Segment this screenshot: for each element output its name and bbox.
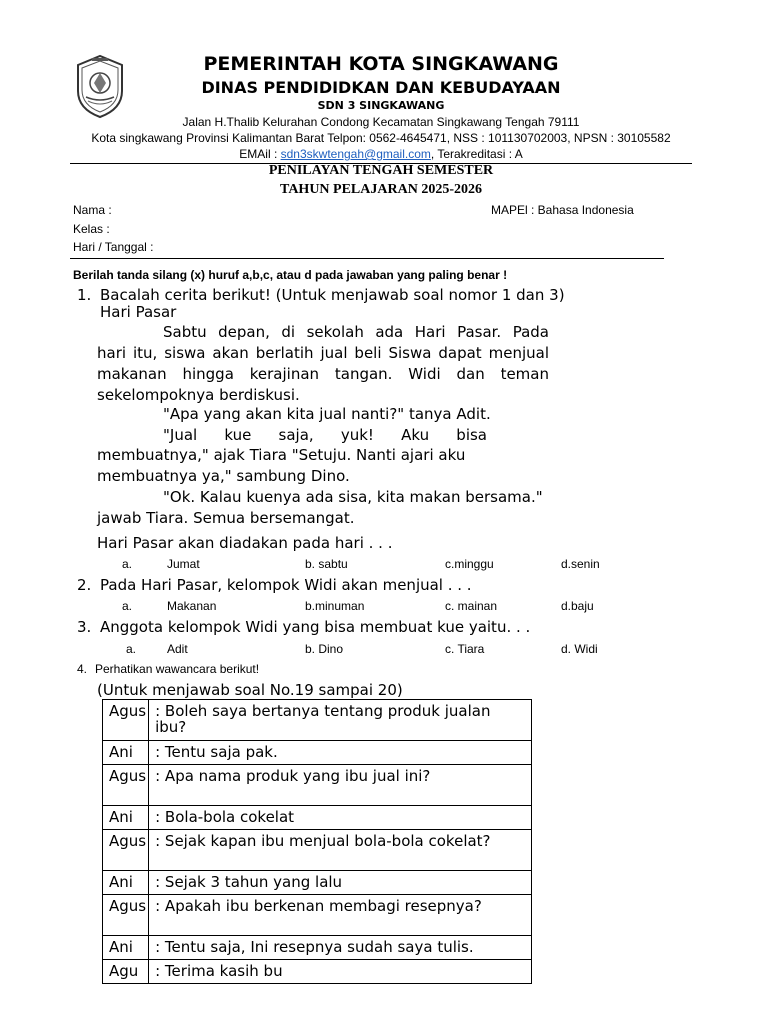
question-number-4: 4. [77, 662, 88, 676]
line-cell: : Tentu saja, Ini resepnya sudah saya tulis. [149, 936, 532, 960]
story-line: membuatnya ya," sambung Dino. [97, 467, 350, 485]
option-d: d.baju [561, 599, 594, 613]
class-field: Kelas : [73, 222, 110, 236]
option-c: c. Tiara [445, 642, 485, 656]
option-b: b. Dino [305, 642, 344, 656]
story-intro: Bacalah cerita berikut! (Untuk menjawab soal nomor 1 dan 3) [100, 286, 565, 304]
option-letter: a. [122, 599, 133, 613]
story-line: "Ok. Kalau kuenya ada sisa, kita makan bersama." [163, 488, 543, 506]
instruction: Berilah tanda silang (x) huruf a,b,c, atau d pada jawaban yang paling benar ! [73, 268, 508, 282]
line-cell: : Sejak 3 tahun yang lalu [149, 871, 532, 895]
speaker-cell: Agus [103, 765, 149, 806]
option-a: Adit [167, 642, 188, 656]
school-name: SDN 3 SINGKAWANG [317, 99, 445, 112]
option-c: c. mainan [445, 599, 498, 613]
question-number-3: 3. [77, 618, 92, 636]
option-letter: a. [122, 557, 133, 571]
interview-table [102, 699, 532, 984]
subject-field: MAPEl : Bahasa Indonesia [491, 203, 634, 217]
question-text-3: Anggota kelompok Widi yang bisa membuat kue yaitu. . . [100, 618, 531, 636]
option-c: c.minggu [445, 557, 494, 571]
table-row [103, 936, 532, 960]
story-line: "Apa yang akan kita jual nanti?" tanya Adit. [163, 405, 491, 423]
question-text-2: Pada Hari Pasar, kelompok Widi akan menjual . . . [100, 576, 472, 594]
story-line: Sabtu depan, di sekolah ada Hari Pasar. Pada [163, 323, 549, 341]
line-cell: : Apa nama produk yang ibu jual ini? [149, 765, 532, 806]
question-subtext-4: (Untuk menjawab soal No.19 sampai 20) [97, 681, 403, 699]
story-line: hari itu, siswa akan berlatih jual beli Siswa dapat menjual [97, 344, 549, 362]
department-title: DINAS PENDIDIDKAN DAN KEBUDAYAAN [201, 78, 561, 97]
line-cell: : Boleh saya bertanya tentang produk jualan ibu? [149, 700, 532, 741]
question-text-4: Perhatikan wawancara berikut! [95, 662, 260, 676]
contact-line [70, 147, 692, 161]
option-d: d. Widi [561, 642, 598, 656]
speaker-cell: Agu [103, 960, 149, 984]
story-line: makanan hingga kerajinan tangan. Widi dan teman [97, 365, 549, 383]
option-d: d.senin [561, 557, 600, 571]
speaker-cell: Ani [103, 806, 149, 830]
story-title: Hari Pasar [100, 303, 177, 321]
day-date-field: Hari / Tanggal : [73, 240, 154, 254]
speaker-cell: Agus [103, 700, 149, 741]
story-line: jawab Tiara. Semua bersemangat. [97, 509, 355, 527]
table-row [103, 741, 532, 765]
line-cell: : Sejak kapan ibu menjual bola-bola cokelat? [149, 830, 532, 871]
table-row [103, 806, 532, 830]
line-cell: : Terima kasih bu [149, 960, 532, 984]
table-row [103, 895, 532, 936]
question-number-1: 1. [77, 286, 92, 304]
speaker-cell: Agus [103, 895, 149, 936]
question-text-1: Hari Pasar akan diadakan pada hari . . . [97, 534, 393, 552]
line-cell: : Bola-bola cokelat [149, 806, 532, 830]
table-row [103, 765, 532, 806]
question-number-2: 2. [77, 576, 92, 594]
exam-year: TAHUN PELAJARAN 2025-2026 [280, 182, 482, 197]
address-line-2: Kota singkawang Provinsi Kalimantan Barat Telpon: 0562-4645471, NSS : 101130702003, NPSN : 30105582 [91, 131, 671, 145]
email-link[interactable]: sdn3skwtengah@gmail.com [280, 147, 431, 161]
address-line-1: Jalan H.Thalib Kelurahan Condong Kecamatan Singkawang Tengah 79111 [182, 115, 580, 129]
accreditation: , Terakreditasi : A [430, 147, 523, 161]
identity-divider [70, 258, 664, 259]
speaker-cell: Agus [103, 830, 149, 871]
option-a: Makanan [167, 599, 217, 613]
speaker-cell: Ani [103, 871, 149, 895]
option-a: Jumat [167, 557, 200, 571]
line-cell: : Tentu saja pak. [149, 741, 532, 765]
table-row [103, 700, 532, 741]
speaker-cell: Ani [103, 936, 149, 960]
government-title: PEMERINTAH KOTA SINGKAWANG [203, 53, 559, 75]
table-row [103, 830, 532, 871]
table-row [103, 960, 532, 984]
story-line: sekelompoknya berdiskusi. [97, 386, 300, 404]
email-label: EMAil : [239, 147, 281, 161]
story-line: membuatnya," ajak Tiara "Setuju. Nanti ajari aku [97, 446, 466, 464]
option-b: b.minuman [305, 599, 365, 613]
speaker-cell: Ani [103, 741, 149, 765]
line-cell: : Apakah ibu berkenan membagi resepnya? [149, 895, 532, 936]
table-row [103, 871, 532, 895]
option-letter: a. [126, 642, 137, 656]
option-b: b. sabtu [305, 557, 348, 571]
exam-title: PENILAYAN TENGAH SEMESTER [268, 163, 494, 178]
story-line: "Jual kue saja, yuk! Aku bisa [163, 426, 487, 444]
name-field: Nama : [73, 203, 112, 217]
